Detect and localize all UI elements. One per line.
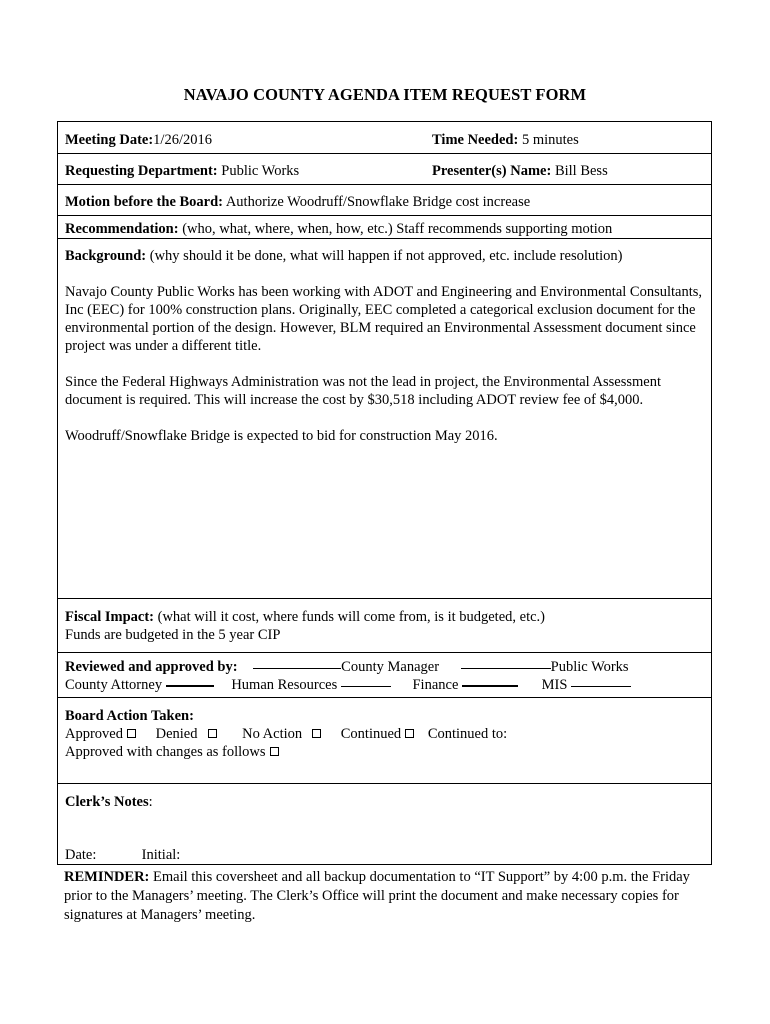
clerks-notes-colon: : [148,794,153,810]
meeting-date [65,131,212,149]
board-action [65,707,705,761]
time-needed-label: Time Needed: [432,132,519,148]
background-paragraph-3: Woodruff/Snowflake Bridge is expected to bid for construction May 2016. [65,428,498,444]
finance-label: Finance [412,677,459,693]
denied-label: Denied [155,726,198,742]
department-label: Requesting Department: [65,163,218,179]
fiscal-impact-row [58,598,711,653]
human-resources-signature-line [341,685,391,687]
meeting-row [58,122,711,154]
motion [65,193,530,211]
clerks-notes-row [58,783,711,866]
motion-label: Motion before the Board: [65,194,223,210]
date-label: Date: [65,847,97,863]
county-attorney-label: County Attorney [65,677,163,693]
recommendation-label: Recommendation: [65,221,179,237]
initial-label: Initial: [141,847,181,863]
requesting-department [65,162,299,180]
reminder-label: REMINDER: [64,869,150,885]
reviewed-label: Reviewed and approved by: [65,659,238,675]
agenda-form [57,121,712,865]
reviewed [65,658,705,694]
department-row [58,153,711,185]
county-manager-label: County Manager [341,659,440,675]
fiscal-impact [65,608,545,644]
presenter [432,162,608,180]
county-manager-signature-line [253,667,341,669]
motion-row [58,184,711,216]
meeting-date-value: 1/26/2016 [153,132,212,148]
motion-value: Authorize Woodruff/Snowflake Bridge cost increase [225,194,531,210]
recommendation-row [58,215,711,239]
background-paragraph-2: Since the Federal Highways Administration was not the lead in project, the Environmental Assessment document is required. This will increase the cost by $30,518 including ADOT review fee of $4,000. [65,374,661,408]
background [65,247,705,445]
board-action-label: Board Action Taken: [65,708,194,724]
clerks-notes [65,793,153,811]
presenter-value: Bill Bess [554,163,608,179]
board-action-row [58,697,711,784]
mis-signature-line [571,685,631,687]
time-needed-value: 5 minutes [521,132,579,148]
form-title: NAVAJO COUNTY AGENDA ITEM REQUEST FORM [183,85,587,104]
reviewed-row [58,652,711,698]
approved-label: Approved [65,726,123,742]
background-row [58,238,711,599]
reminder-text: Email this coversheet and all backup documentation to “IT Support” by 4:00 p.m. the Friday prior to the Managers’ meeting. The Clerk’s Office will print the document and make necessary copies for signatures at Managers’ meeting. [64,869,690,923]
no-action-checkbox[interactable] [312,729,321,738]
continued-label: Continued [340,726,402,742]
fiscal-impact-label: Fiscal Impact: [65,609,154,625]
approved-checkbox[interactable] [127,729,136,738]
background-paragraph-1: Navajo County Public Works has been working with ADOT and Engineering and Environmental Consultants, Inc (EEC) for 100% construction plans. Originally, EEC completed a categorical exclusion document for the environmental portion of the design. However, BLM required an Environmental Assessment document since project was under a different title. [65,284,703,354]
background-hint: (why should it be done, what will happen if not approved, etc. include resolution) [149,248,623,264]
continued-checkbox[interactable] [405,729,414,738]
mis-label: MIS [541,677,568,693]
recommendation [65,220,612,238]
denied-checkbox[interactable] [208,729,217,738]
clerks-date-initial [65,846,180,864]
public-works-signature-line [461,667,551,669]
finance-signature-line [462,684,518,687]
approved-with-changes-checkbox[interactable] [270,747,279,756]
recommendation-value: (who, what, where, when, how, etc.) Staff recommends supporting motion [182,221,613,237]
no-action-label: No Action [242,726,303,742]
department-value: Public Works [221,163,300,179]
county-attorney-signature-line [166,684,214,687]
time-needed [432,131,579,149]
meeting-date-label: Meeting Date: [65,132,154,148]
public-works-label: Public Works [550,659,629,675]
fiscal-impact-hint: (what will it cost, where funds will come from, is it budgeted, etc.) [157,609,546,625]
continued-to-label: Continued to: [427,726,508,742]
presenter-label: Presenter(s) Name: [432,163,552,179]
human-resources-label: Human Resources [231,677,338,693]
fiscal-impact-value: Funds are budgeted in the 5 year CIP [65,627,281,643]
clerks-notes-label: Clerk’s Notes [65,794,149,810]
reminder [64,868,714,925]
approved-with-changes-label: Approved with changes as follows [65,744,266,760]
background-label: Background: [65,248,147,264]
